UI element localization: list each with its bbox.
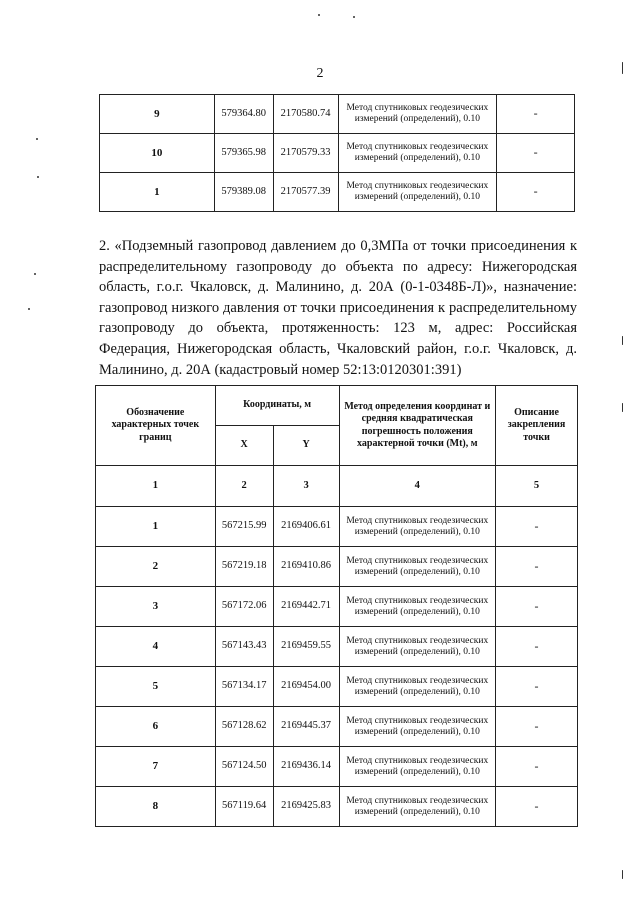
column-index: 2 <box>215 466 273 507</box>
point-number-cell: 10 <box>100 134 215 173</box>
header-y: Y <box>273 426 339 466</box>
x-coordinate-cell: 579365.98 <box>214 134 273 173</box>
x-coordinate-cell: 567215.99 <box>215 507 273 547</box>
x-coordinate-cell: 567143.43 <box>215 627 273 667</box>
method-cell: Метод спутниковых геодезических измерений (определений), 0.10 <box>339 707 496 747</box>
mark-description-cell: - <box>496 587 578 627</box>
scan-speck <box>28 308 30 310</box>
point-number-cell: 9 <box>100 95 215 134</box>
x-coordinate-cell: 579389.08 <box>214 173 273 212</box>
mark-description-cell: - <box>497 134 575 173</box>
y-coordinate-cell: 2169445.37 <box>273 707 339 747</box>
method-cell: Метод спутниковых геодезических измерений (определений), 0.10 <box>339 587 496 627</box>
method-cell: Метод спутниковых геодезических измерений (определений), 0.10 <box>339 627 496 667</box>
point-number-cell: 3 <box>96 587 216 627</box>
header-coordinates: Координаты, м <box>215 386 339 426</box>
mark-description-cell: - <box>496 547 578 587</box>
method-cell: Метод спутниковых геодезических измерений (определений), 0.10 <box>338 95 497 134</box>
scan-speck <box>622 336 623 345</box>
x-coordinate-cell: 567134.17 <box>215 667 273 707</box>
table-row <box>100 134 575 173</box>
x-coordinate-cell: 567124.50 <box>215 747 273 787</box>
scan-speck <box>318 14 320 16</box>
point-number-cell: 7 <box>96 747 216 787</box>
x-coordinate-cell: 579364.80 <box>214 95 273 134</box>
scan-speck <box>622 403 623 412</box>
mark-description-cell: - <box>496 787 578 827</box>
scan-speck <box>37 176 39 178</box>
point-number-cell: 1 <box>100 173 215 212</box>
method-cell: Метод спутниковых геодезических измерений (определений), 0.10 <box>339 787 496 827</box>
coordinates-table <box>95 385 578 827</box>
method-cell: Метод спутниковых геодезических измерений (определений), 0.10 <box>339 507 496 547</box>
method-cell: Метод спутниковых геодезических измерений (определений), 0.10 <box>339 547 496 587</box>
mark-description-cell: - <box>496 667 578 707</box>
method-cell: Метод спутниковых геодезических измерений (определений), 0.10 <box>339 747 496 787</box>
scan-speck <box>36 138 38 140</box>
method-cell: Метод спутниковых геодезических измерений (определений), 0.10 <box>338 173 497 212</box>
column-index: 4 <box>339 466 496 507</box>
column-index: 5 <box>496 466 578 507</box>
table-row <box>100 173 575 212</box>
mark-description-cell: - <box>497 173 575 212</box>
y-coordinate-cell: 2169410.86 <box>273 547 339 587</box>
coordinates-table-continued <box>99 94 575 212</box>
point-number-cell: 1 <box>96 507 216 547</box>
object-description-paragraph: 2. «Подземный газопровод давлением до 0,3МПа от точки присоединения к распределительному газопроводу до объекта по адресу: Нижегородская область, г.о.г. Чкаловск, д. Малинино, д. 20А (0-1-0348Б-Л)», назначение: газопровод низкого давления от точки присоединения к распределительному газопроводу до объекта, протяженность: 123 м, адрес: Российская Федерация, Нижегородская область, Чкаловский район, г.о.г. Чкаловск, д. Малинино, д. 20А (кадастровый номер 52:13:0120301:391) <box>99 238 577 378</box>
mark-description-cell: - <box>496 747 578 787</box>
table-row <box>96 747 578 787</box>
table-row <box>96 587 578 627</box>
mark-description-cell: - <box>496 507 578 547</box>
x-coordinate-cell: 567119.64 <box>215 787 273 827</box>
page-number: 2 <box>316 66 324 81</box>
y-coordinate-cell: 2169459.55 <box>273 627 339 667</box>
point-number-cell: 2 <box>96 547 216 587</box>
y-coordinate-cell: 2170580.74 <box>273 95 338 134</box>
y-coordinate-cell: 2170577.39 <box>273 173 338 212</box>
header-designation: Обозначение характерных точек границ <box>96 386 216 466</box>
x-coordinate-cell: 567219.18 <box>215 547 273 587</box>
table-row <box>96 787 578 827</box>
y-coordinate-cell: 2169436.14 <box>273 747 339 787</box>
mark-description-cell: - <box>496 627 578 667</box>
point-number-cell: 6 <box>96 707 216 747</box>
table-row <box>96 547 578 587</box>
method-cell: Метод спутниковых геодезических измерений (определений), 0.10 <box>338 134 497 173</box>
scan-speck <box>622 870 623 879</box>
point-number-cell: 4 <box>96 627 216 667</box>
point-number-cell: 8 <box>96 787 216 827</box>
table-row <box>96 667 578 707</box>
header-method: Метод определения координат и средняя квадратическая погрешность положения характерной точки (Mt), м <box>339 386 496 466</box>
column-index: 3 <box>273 466 339 507</box>
scan-speck <box>353 16 355 18</box>
mark-description-cell: - <box>496 707 578 747</box>
header-description: Описание закрепления точки <box>496 386 578 466</box>
header-x: X <box>215 426 273 466</box>
table-row <box>96 707 578 747</box>
point-number-cell: 5 <box>96 667 216 707</box>
y-coordinate-cell: 2169425.83 <box>273 787 339 827</box>
y-coordinate-cell: 2169406.61 <box>273 507 339 547</box>
mark-description-cell: - <box>497 95 575 134</box>
y-coordinate-cell: 2170579.33 <box>273 134 338 173</box>
table-row <box>96 627 578 667</box>
column-index: 1 <box>96 466 216 507</box>
x-coordinate-cell: 567128.62 <box>215 707 273 747</box>
table-row <box>96 507 578 547</box>
x-coordinate-cell: 567172.06 <box>215 587 273 627</box>
method-cell: Метод спутниковых геодезических измерений (определений), 0.10 <box>339 667 496 707</box>
y-coordinate-cell: 2169442.71 <box>273 587 339 627</box>
scan-speck <box>34 273 36 275</box>
table-row <box>100 95 575 134</box>
y-coordinate-cell: 2169454.00 <box>273 667 339 707</box>
